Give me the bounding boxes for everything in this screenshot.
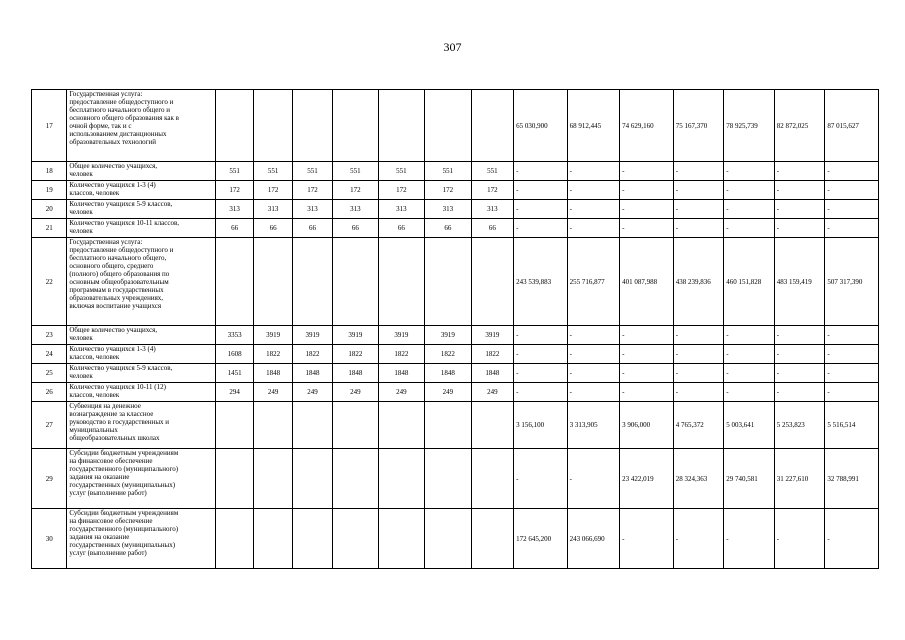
quantity-cell: 551 (215, 162, 253, 181)
table-row (32, 90, 879, 162)
row-description (67, 219, 216, 238)
quantity-cell (254, 402, 292, 449)
amount-cell: 3 156,100 (514, 402, 568, 449)
quantity-cell: 66 (425, 219, 471, 238)
quantity-cell: 1608 (215, 345, 253, 364)
row-description-text: Субвенция на денежное вознаграждение за классное руководство в государственных и муниципальных общеобразовательных школах (69, 402, 170, 442)
amount-cell: - (825, 219, 879, 238)
row-description-text: Количество учащихся 5-9 классов, человек (69, 200, 173, 216)
amount-cell: 460 151,828 (724, 238, 775, 326)
amount-cell: 28 324,363 (673, 449, 724, 509)
amount-cell: - (620, 181, 674, 200)
row-number: 19 (32, 181, 67, 200)
amount-cell: - (514, 383, 568, 402)
row-number: 30 (32, 509, 67, 569)
amount-cell: - (514, 326, 568, 345)
amount-cell: - (567, 383, 620, 402)
amount-cell: - (673, 162, 724, 181)
amount-cell: - (673, 345, 724, 364)
row-description (67, 383, 216, 402)
amount-cell: - (673, 219, 724, 238)
quantity-cell (378, 238, 424, 326)
row-number: 17 (32, 90, 67, 162)
quantity-cell: 249 (254, 383, 292, 402)
quantity-cell: 66 (471, 219, 513, 238)
amount-cell: 5 253,823 (774, 402, 825, 449)
quantity-cell: 313 (215, 200, 253, 219)
amount-cell: - (514, 364, 568, 383)
amount-cell: - (724, 345, 775, 364)
table-row (32, 219, 879, 238)
amount-cell: - (514, 181, 568, 200)
quantity-cell: 66 (333, 219, 378, 238)
amount-cell: 3 906,000 (620, 402, 674, 449)
amount-cell: - (774, 200, 825, 219)
quantity-cell: 3919 (378, 326, 424, 345)
quantity-cell: 3919 (425, 326, 471, 345)
quantity-cell: 551 (425, 162, 471, 181)
row-description-text: Количество учащихся 5-9 классов, человек (69, 364, 173, 380)
amount-cell: - (567, 181, 620, 200)
amount-cell: - (724, 219, 775, 238)
amount-cell: 75 167,370 (673, 90, 724, 162)
amount-cell: - (724, 181, 775, 200)
amount-cell: 401 087,988 (620, 238, 674, 326)
row-description (67, 181, 216, 200)
amount-cell: - (724, 509, 775, 569)
amount-cell: 243 539,883 (514, 238, 568, 326)
amount-cell: - (825, 509, 879, 569)
amount-cell: - (673, 181, 724, 200)
amount-cell: - (774, 509, 825, 569)
amount-cell: 65 030,900 (514, 90, 568, 162)
quantity-cell: 172 (471, 181, 513, 200)
quantity-cell (292, 509, 332, 569)
row-description (67, 200, 216, 219)
quantity-cell (425, 449, 471, 509)
row-description (67, 345, 216, 364)
amount-cell: - (620, 219, 674, 238)
amount-cell: - (514, 162, 568, 181)
amount-cell: - (567, 219, 620, 238)
row-description (67, 162, 216, 181)
quantity-cell: 313 (292, 200, 332, 219)
quantity-cell (292, 449, 332, 509)
amount-cell: 507 317,390 (825, 238, 879, 326)
quantity-cell (333, 449, 378, 509)
quantity-cell: 172 (292, 181, 332, 200)
amount-cell: 4 765,372 (673, 402, 724, 449)
amount-cell: - (673, 383, 724, 402)
amount-cell: 243 066,690 (567, 509, 620, 569)
row-description-text: Субсидии бюджетным учреждениям на финансовое обеспечение государственного (муниципального) задания на оказание государственных (муниципальных) услуг (выполнение работ) (69, 449, 179, 497)
amount-cell: 31 227,610 (774, 449, 825, 509)
quantity-cell (378, 402, 424, 449)
row-description-text: Количество учащихся 1-3 (4) классов, человек (69, 181, 156, 197)
quantity-cell: 3919 (333, 326, 378, 345)
amount-cell: - (724, 364, 775, 383)
quantity-cell (471, 402, 513, 449)
quantity-cell (292, 90, 332, 162)
amount-cell: - (567, 345, 620, 364)
amount-cell: 32 788,991 (825, 449, 879, 509)
amount-cell: - (514, 449, 568, 509)
quantity-cell: 313 (471, 200, 513, 219)
quantity-cell: 3919 (292, 326, 332, 345)
quantity-cell: 172 (254, 181, 292, 200)
quantity-cell: 66 (254, 219, 292, 238)
quantity-cell (425, 509, 471, 569)
amount-cell: 78 925,739 (724, 90, 775, 162)
amount-cell: 68 912,445 (567, 90, 620, 162)
row-description (67, 238, 216, 326)
quantity-cell: 1822 (254, 345, 292, 364)
amount-cell: 438 239,836 (673, 238, 724, 326)
amount-cell: - (673, 326, 724, 345)
quantity-cell: 1848 (333, 364, 378, 383)
quantity-cell: 1848 (254, 364, 292, 383)
quantity-cell: 66 (292, 219, 332, 238)
table-row (32, 383, 879, 402)
amount-cell: - (620, 364, 674, 383)
amount-cell: - (774, 219, 825, 238)
amount-cell: - (825, 162, 879, 181)
quantity-cell: 3919 (471, 326, 513, 345)
row-description (67, 326, 216, 345)
amount-cell: - (514, 219, 568, 238)
quantity-cell (333, 402, 378, 449)
table-row (32, 326, 879, 345)
quantity-cell (254, 90, 292, 162)
row-description (67, 364, 216, 383)
row-number: 26 (32, 383, 67, 402)
quantity-cell (471, 90, 513, 162)
amount-cell: - (620, 200, 674, 219)
table-row (32, 509, 879, 569)
quantity-cell (378, 449, 424, 509)
quantity-cell: 551 (292, 162, 332, 181)
quantity-cell (333, 90, 378, 162)
amount-cell: - (825, 383, 879, 402)
quantity-cell: 1822 (333, 345, 378, 364)
row-description-text: Количество учащихся 1-3 (4) классов, человек (69, 345, 156, 361)
quantity-cell (254, 449, 292, 509)
quantity-cell: 172 (378, 181, 424, 200)
row-number: 21 (32, 219, 67, 238)
quantity-cell: 294 (215, 383, 253, 402)
quantity-cell: 313 (425, 200, 471, 219)
amount-cell: 5 003,641 (724, 402, 775, 449)
amount-cell: 5 516,514 (825, 402, 879, 449)
row-description-text: Общее количество учащихся, человек (69, 326, 158, 342)
quantity-cell: 551 (378, 162, 424, 181)
amount-cell: - (825, 326, 879, 345)
budget-table (31, 89, 879, 569)
quantity-cell (378, 90, 424, 162)
amount-cell: - (567, 162, 620, 181)
amount-cell: 87 015,627 (825, 90, 879, 162)
table-row (32, 402, 879, 449)
amount-cell: - (774, 364, 825, 383)
amount-cell: - (825, 200, 879, 219)
quantity-cell (215, 449, 253, 509)
quantity-cell: 313 (333, 200, 378, 219)
quantity-cell: 313 (378, 200, 424, 219)
table-row (32, 345, 879, 364)
quantity-cell (471, 238, 513, 326)
quantity-cell: 1451 (215, 364, 253, 383)
amount-cell: - (774, 345, 825, 364)
row-number: 18 (32, 162, 67, 181)
amount-cell: - (514, 345, 568, 364)
quantity-cell: 1822 (425, 345, 471, 364)
amount-cell: - (774, 326, 825, 345)
quantity-cell: 1848 (378, 364, 424, 383)
quantity-cell: 172 (333, 181, 378, 200)
row-number: 24 (32, 345, 67, 364)
quantity-cell: 1848 (292, 364, 332, 383)
amount-cell: 82 872,025 (774, 90, 825, 162)
quantity-cell: 249 (292, 383, 332, 402)
row-description-text: Государственная услуга: предоставление общедоступного и бесплатного начального общего и основного общего образования как в очной форме, так и с использованием дистанционных образовательных технологий (69, 90, 179, 146)
amount-cell: - (825, 345, 879, 364)
row-number: 29 (32, 449, 67, 509)
amount-cell: - (620, 383, 674, 402)
amount-cell: - (620, 345, 674, 364)
table-row (32, 364, 879, 383)
row-description-text: Общее количество учащихся, человек (69, 162, 158, 178)
amount-cell: - (673, 509, 724, 569)
quantity-cell (425, 402, 471, 449)
quantity-cell (378, 509, 424, 569)
quantity-cell: 249 (425, 383, 471, 402)
amount-cell: 172 645,200 (514, 509, 568, 569)
quantity-cell (471, 509, 513, 569)
quantity-cell (215, 90, 253, 162)
quantity-cell: 172 (215, 181, 253, 200)
row-number: 22 (32, 238, 67, 326)
quantity-cell (215, 509, 253, 569)
amount-cell: - (825, 181, 879, 200)
amount-cell: 23 422,019 (620, 449, 674, 509)
amount-cell: - (620, 326, 674, 345)
quantity-cell: 249 (333, 383, 378, 402)
amount-cell: - (724, 200, 775, 219)
quantity-cell: 249 (378, 383, 424, 402)
amount-cell: - (825, 364, 879, 383)
row-number: 25 (32, 364, 67, 383)
amount-cell: - (774, 162, 825, 181)
row-number: 27 (32, 402, 67, 449)
row-number: 20 (32, 200, 67, 219)
amount-cell: - (724, 162, 775, 181)
amount-cell: - (620, 162, 674, 181)
row-number: 23 (32, 326, 67, 345)
quantity-cell (254, 509, 292, 569)
row-description-text: Количество учащихся 10-11 классов, человек (69, 219, 180, 235)
amount-cell: - (673, 364, 724, 383)
quantity-cell: 1848 (425, 364, 471, 383)
table-row (32, 449, 879, 509)
amount-cell: - (567, 449, 620, 509)
page-number: 307 (443, 40, 462, 54)
row-description (67, 509, 216, 569)
amount-cell: - (774, 181, 825, 200)
quantity-cell (292, 238, 332, 326)
quantity-cell: 1822 (471, 345, 513, 364)
row-description-text: Государственная услуга: предоставление общедоступного и бесплатного начального общего, основного общего, среднего (полного) общего образования по основным общеобразовательным программам в государственных образовательных учреждениях, включая воспитание учащихся (69, 238, 174, 310)
quantity-cell: 172 (425, 181, 471, 200)
quantity-cell: 551 (254, 162, 292, 181)
quantity-cell: 66 (215, 219, 253, 238)
quantity-cell (333, 509, 378, 569)
row-description-text: Субсидии бюджетным учреждениям на финансовое обеспечение государственного (муниципального) задания на оказание государственных (муниципальных) услуг (выполнение работ) (69, 509, 179, 557)
row-description (67, 449, 216, 509)
quantity-cell: 3919 (254, 326, 292, 345)
table-row (32, 162, 879, 181)
amount-cell: 74 629,160 (620, 90, 674, 162)
row-description (67, 402, 216, 449)
amount-cell: - (567, 364, 620, 383)
amount-cell: - (620, 509, 674, 569)
quantity-cell: 313 (254, 200, 292, 219)
quantity-cell: 551 (333, 162, 378, 181)
amount-cell: 483 159,419 (774, 238, 825, 326)
quantity-cell (471, 449, 513, 509)
amount-cell: 3 313,905 (567, 402, 620, 449)
quantity-cell: 249 (471, 383, 513, 402)
row-description-text: Количество учащихся 10-11 (12) классов, человек (69, 383, 166, 399)
amount-cell: - (724, 326, 775, 345)
quantity-cell: 1822 (292, 345, 332, 364)
amount-cell: 29 740,581 (724, 449, 775, 509)
row-description (67, 90, 216, 162)
quantity-cell (215, 238, 253, 326)
quantity-cell (425, 238, 471, 326)
table-row (32, 238, 879, 326)
quantity-cell (292, 402, 332, 449)
quantity-cell (254, 238, 292, 326)
amount-cell: - (567, 200, 620, 219)
amount-cell: - (724, 383, 775, 402)
amount-cell: - (673, 200, 724, 219)
quantity-cell (215, 402, 253, 449)
quantity-cell (333, 238, 378, 326)
amount-cell: - (567, 326, 620, 345)
quantity-cell: 3353 (215, 326, 253, 345)
quantity-cell: 551 (471, 162, 513, 181)
table-row (32, 200, 879, 219)
table-row (32, 181, 879, 200)
quantity-cell: 1848 (471, 364, 513, 383)
quantity-cell: 66 (378, 219, 424, 238)
amount-cell: - (774, 383, 825, 402)
amount-cell: 255 716,877 (567, 238, 620, 326)
quantity-cell (425, 90, 471, 162)
quantity-cell: 1822 (378, 345, 424, 364)
amount-cell: - (514, 200, 568, 219)
